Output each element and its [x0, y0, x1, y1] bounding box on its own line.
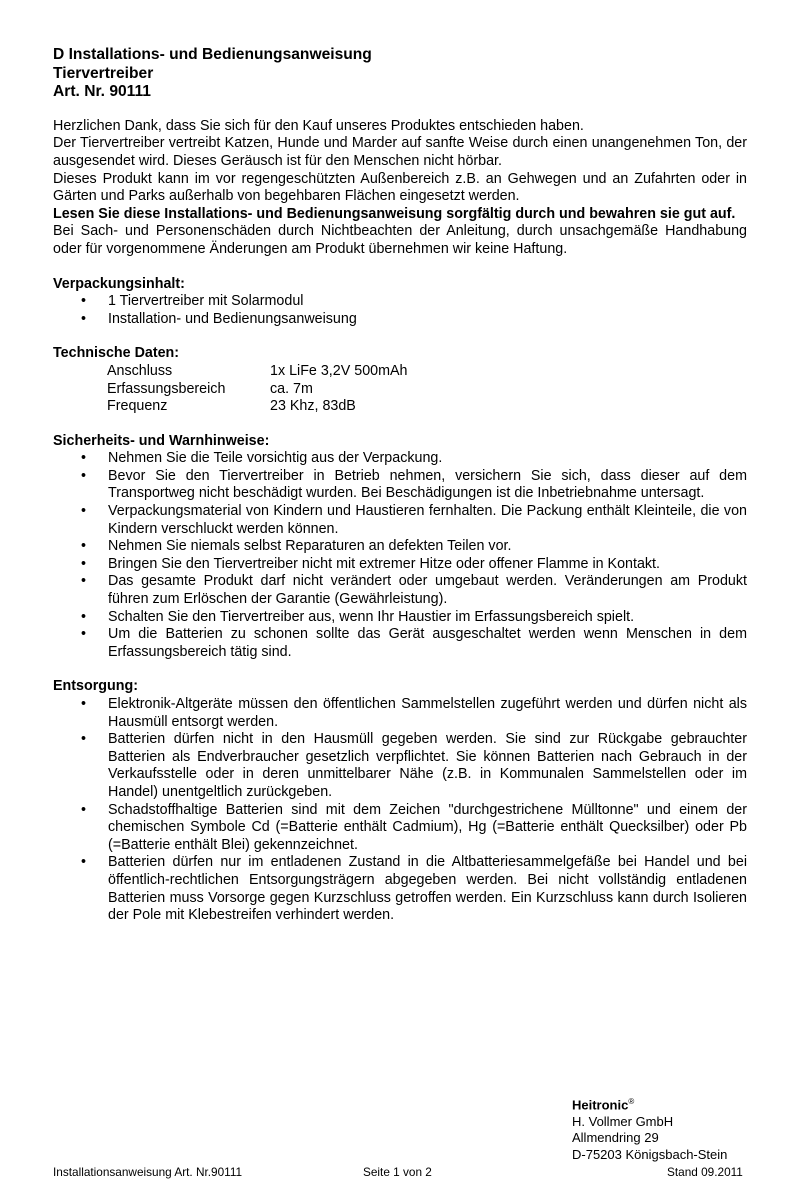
intro-usage: Dieses Produkt kann im vor regengeschützten Außenbereich z.B. an Gehwegen und an Zufahrten oder in Gärten und Parks außerhalb von begehbaren Flächen eingesetzt werden. — [53, 170, 747, 205]
packaging-section — [53, 276, 747, 329]
list-item: • Bringen Sie den Tiervertreiber nicht mit extremer Hitze oder offener Flamme in Kontakt. — [53, 556, 747, 574]
intro-section — [53, 118, 747, 259]
document-title — [53, 46, 747, 102]
tech-value: 23 Khz, 83dB — [270, 398, 356, 415]
intro-thanks: Herzlichen Dank, dass Sie sich für den Kauf unseres Produktes entschieden haben. — [53, 117, 584, 134]
list-item: • Elektronik-Altgeräte müssen den öffentlichen Sammelstellen zugeführt werden und dürfen nicht als Hausmüll entsorgt werden. — [53, 696, 747, 731]
brand-name: Heitronic — [572, 1097, 629, 1113]
list-item: • Installation- und Bedienungsanweisung — [53, 311, 747, 329]
footer-page-number: Seite 1 von 2 — [363, 1165, 432, 1179]
list-item: • Nehmen Sie niemals selbst Reparaturen an defekten Teilen vor. — [53, 538, 747, 556]
safety-list — [53, 450, 747, 661]
tech-key: Frequenz — [107, 398, 168, 415]
intro-description: Der Tiervertreiber vertreibt Katzen, Hunde und Marder auf sanfte Weise durch einen unangenehmen Ton, der ausgesendet wird. Dieses Geräusch ist für den Menschen nicht hörbar. — [53, 135, 747, 169]
packaging-heading: Verpackungsinhalt: — [53, 275, 185, 292]
list-item: • Batterien dürfen nur im entladenen Zustand in die Altbatteriesammelgefäße bei Handel und bei öffentlich-rechtlichen Entsorgungsträgern abgegeben werden. Bei nicht vollständig entladenen Batterien muss Vorsorge gegen Kurzschluss getroffen werden. Ein Kurzschluss kann durch Isolieren der Pole mit Klebestreifen verhindert werden. — [53, 854, 747, 924]
company-city: D-75203 Königsbach-Stein — [572, 1146, 728, 1162]
table-row — [107, 363, 408, 381]
tech-key: Anschluss — [107, 362, 173, 379]
table-row — [107, 398, 408, 416]
title-line-2: Tiervertreiber — [53, 64, 154, 82]
intro-read-notice: Lesen Sie diese Installations- und Bedienungsanweisung sorgfältig durch und bewahren sie gut auf. — [53, 205, 736, 222]
disposal-heading: Entsorgung: — [53, 678, 138, 695]
tech-section — [53, 345, 747, 415]
company-address — [572, 1094, 727, 1163]
list-item: • 1 Tiervertreiber mit Solarmodul — [53, 293, 747, 311]
safety-heading: Sicherheits- und Warnhinweise: — [53, 432, 270, 449]
title-line-3: Art. Nr. 90111 — [53, 83, 151, 101]
disposal-list — [53, 696, 747, 925]
list-item: • Nehmen Sie die Teile vorsichtig aus der Verpackung. — [53, 450, 747, 468]
intro-liability: Bei Sach- und Personenschäden durch Nichtbeachten der Anleitung, durch unsachgemäße Handhabung oder für vorgenommene Änderungen am Produkt übernehmen wir keine Haftung. — [53, 223, 747, 257]
footer-doc-name: Installationsanweisung Art. Nr.90111 — [53, 1165, 243, 1179]
list-item: • Um die Batterien zu schonen sollte das Gerät ausgeschaltet werden wenn Menschen in dem Erfassungsbereich tätig sind. — [53, 626, 747, 661]
list-item: • Verpackungsmaterial von Kindern und Haustieren fernhalten. Die Packung enthält Kleinteile, die von Kindern verschluckt werden können. — [53, 503, 747, 538]
list-item: • Schadstoffhaltige Batterien sind mit dem Zeichen "durchgestrichene Mülltonne" und einem der chemischen Symbole Cd (=Batterie enthält Cadmium), Hg (=Batterie enthält Quecksilber) oder Pb (=Batterie enthält Blei) gekennzeichnet. — [53, 802, 747, 855]
document-page — [53, 46, 747, 925]
company-brand — [572, 1094, 727, 1114]
company-name: H. Vollmer GmbH — [572, 1113, 674, 1129]
list-item: • Schalten Sie den Tiervertreiber aus, wenn Ihr Haustier im Erfassungsbereich spielt. — [53, 609, 747, 627]
list-item: • Das gesamte Produkt darf nicht verändert oder umgebaut werden. Veränderungen am Produkt führen zum Erlöschen der Garantie (Gewährleistung). — [53, 573, 747, 608]
packaging-list — [53, 293, 747, 328]
tech-key: Erfassungsbereich — [107, 380, 226, 397]
table-row — [107, 381, 408, 399]
tech-table — [107, 363, 408, 416]
title-line-1: D Installations- und Bedienungsanweisung — [53, 46, 372, 63]
company-street: Allmendring 29 — [572, 1130, 659, 1146]
tech-heading: Technische Daten: — [53, 345, 180, 362]
list-item: • Batterien dürfen nicht in den Hausmüll gegeben werden. Sie sind zur Rückgabe gebrauchter Batterien als Endverbraucher gesetzlich verpflichtet. Sie können Batterien nach Gebrauch in der Verkaufsstelle oder in deren unmittelbarer Nähe (z.B. in Kommunalen Sammelstellen oder im Handel) unentgeltlich zurückgeben. — [53, 731, 747, 801]
footer-date: Stand 09.2011 — [667, 1165, 743, 1179]
disposal-section — [53, 678, 747, 924]
registered-mark: ® — [628, 1097, 635, 1106]
list-item: • Bevor Sie den Tiervertreiber in Betrieb nehmen, versichern Sie sich, dass dieser auf dem Transportweg nicht beschädigt wurden. Bei Beschädigungen ist die Inbetriebnahme untersagt. — [53, 468, 747, 503]
tech-value: ca. 7m — [270, 380, 313, 397]
tech-value: 1x LiFe 3,2V 500mAh — [270, 362, 408, 379]
safety-section — [53, 433, 747, 662]
